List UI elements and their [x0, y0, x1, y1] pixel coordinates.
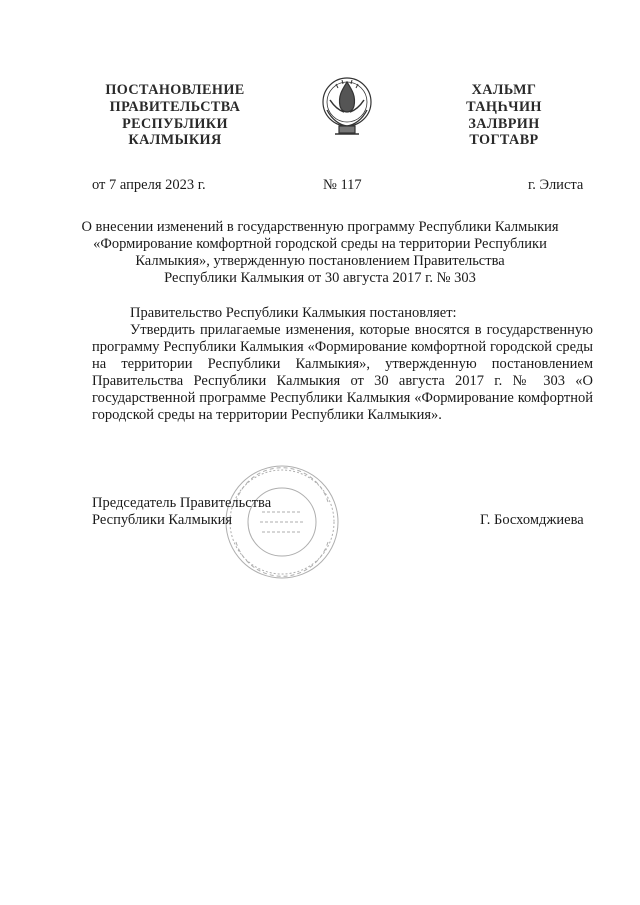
resolution-body: Утвердить прилагаемые изменения, которые вносятся в государственную программу Республики Калмыкия «Формирование комфортной городской среды на территории Республики Калмыкия», утвержденную постановлением Правительства Республики Калмыкия от 30 августа 2017 г. № 303 «О государственной программе Республики Калмыкия «Формирование комфортной городской среды на территории Республики Калмыкия». — [92, 322, 593, 423]
title-line: «Формирование комфортной городской среды на территории Республики — [93, 235, 547, 252]
signatory-name: Г. Босхомджиева — [480, 512, 584, 528]
issuer-line: ЗАЛВРИН — [468, 115, 540, 132]
coat-of-arms-icon — [318, 70, 376, 140]
resolution-intro: Правительство Республики Калмыкия постановляет: — [130, 305, 457, 321]
issuer-title-russian — [90, 82, 260, 149]
issuer-line: ПРАВИТЕЛЬСТВА — [109, 98, 241, 115]
title-line: О внесении изменений в государственную программу Республики Калмыкия — [81, 219, 559, 235]
issuer-line: КАЛМЫКИЯ — [128, 132, 222, 149]
signature-position — [92, 495, 271, 529]
document-number: № 117 — [323, 177, 362, 193]
title-line: Республики Калмыкия от 30 августа 2017 г. № 303 — [164, 269, 476, 286]
issuer-line: ТАҢҺЧИН — [466, 98, 542, 115]
document-title — [78, 219, 562, 287]
position-line: Республики Калмыкия — [92, 512, 233, 528]
issuer-line: ПОСТАНОВЛЕНИЕ — [105, 82, 245, 98]
issuer-line: ХАЛЬМГ — [471, 82, 537, 98]
document-city: г. Элиста — [528, 177, 584, 193]
issuer-line: РЕСПУБЛИКИ — [122, 115, 228, 132]
issuer-line: ТОГТАВР — [469, 132, 539, 149]
document-date: от 7 апреля 2023 г. — [92, 177, 206, 193]
position-line: Председатель Правительства — [92, 495, 272, 511]
title-line: Калмыкия», утвержденную постановлением Правительства — [135, 252, 505, 269]
issuer-title-kalmyk — [448, 82, 560, 149]
